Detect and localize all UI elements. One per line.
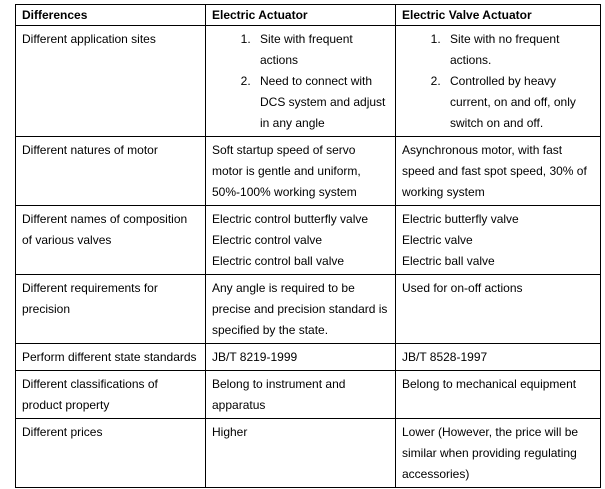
- valve-actuator-cell: Asynchronous motor, with fast speed and fast spot speed, 30% of working system: [396, 137, 601, 206]
- valve-actuator-cell: [396, 26, 601, 137]
- row-label: Different classifications of product property: [16, 371, 206, 419]
- table-row: [16, 275, 601, 344]
- valve-actuator-cell: [396, 206, 601, 275]
- list-item: 1. Site with no frequent actions.: [444, 29, 594, 71]
- row-label: Different natures of motor: [16, 137, 206, 206]
- valve-actuator-cell: Lower (However, the price will be similar when providing regulating accessories): [396, 419, 601, 488]
- actuator-cell: Higher: [206, 419, 396, 488]
- actuator-sites-list: [212, 29, 389, 134]
- list-item: 2. Controlled by heavy current, on and off, only switch on and off.: [444, 71, 594, 134]
- actuator-cell: Belong to instrument and apparatus: [206, 371, 396, 419]
- row-label: Different application sites: [16, 26, 206, 137]
- valve-actuator-cell: Belong to mechanical equipment: [396, 371, 601, 419]
- header-row: [16, 5, 601, 26]
- list-item: 1. Site with frequent actions: [254, 29, 389, 71]
- row-label: Perform different state standards: [16, 344, 206, 371]
- valve-name: Electric butterfly valve: [402, 212, 519, 226]
- header-electric-actuator: Electric Actuator: [206, 5, 396, 26]
- header-differences: Differences: [16, 5, 206, 26]
- table-row: [16, 344, 601, 371]
- actuator-cell: JB/T 8219-1999: [206, 344, 396, 371]
- comparison-table: [15, 4, 601, 488]
- list-item: 2. Need to connect with DCS system and adjust in any angle: [254, 71, 389, 134]
- valve-name: Electric ball valve: [402, 254, 495, 268]
- actuator-cell: [206, 26, 396, 137]
- actuator-cell: Soft startup speed of servo motor is gentle and uniform, 50%-100% working system: [206, 137, 396, 206]
- row-label: Different names of composition of various valves: [16, 206, 206, 275]
- actuator-cell: [206, 206, 396, 275]
- table-row: [16, 137, 601, 206]
- valve-name: Electric control ball valve: [212, 254, 345, 268]
- table-row: [16, 206, 601, 275]
- valve-name: Electric control valve: [212, 233, 323, 247]
- row-label: Different requirements for precision: [16, 275, 206, 344]
- table-row: [16, 26, 601, 137]
- table-row: [16, 419, 601, 488]
- valve-actuator-cell: JB/T 8528-1997: [396, 344, 601, 371]
- valve-name: Electric control butterfly valve: [212, 212, 369, 226]
- valve-actuator-sites-list: [402, 29, 594, 134]
- valve-name: Electric valve: [402, 233, 473, 247]
- header-electric-valve-actuator: Electric Valve Actuator: [396, 5, 601, 26]
- table-row: [16, 371, 601, 419]
- actuator-cell: Any angle is required to be precise and precision standard is specified by the state.: [206, 275, 396, 344]
- valve-actuator-cell: Used for on-off actions: [396, 275, 601, 344]
- row-label: Different prices: [16, 419, 206, 488]
